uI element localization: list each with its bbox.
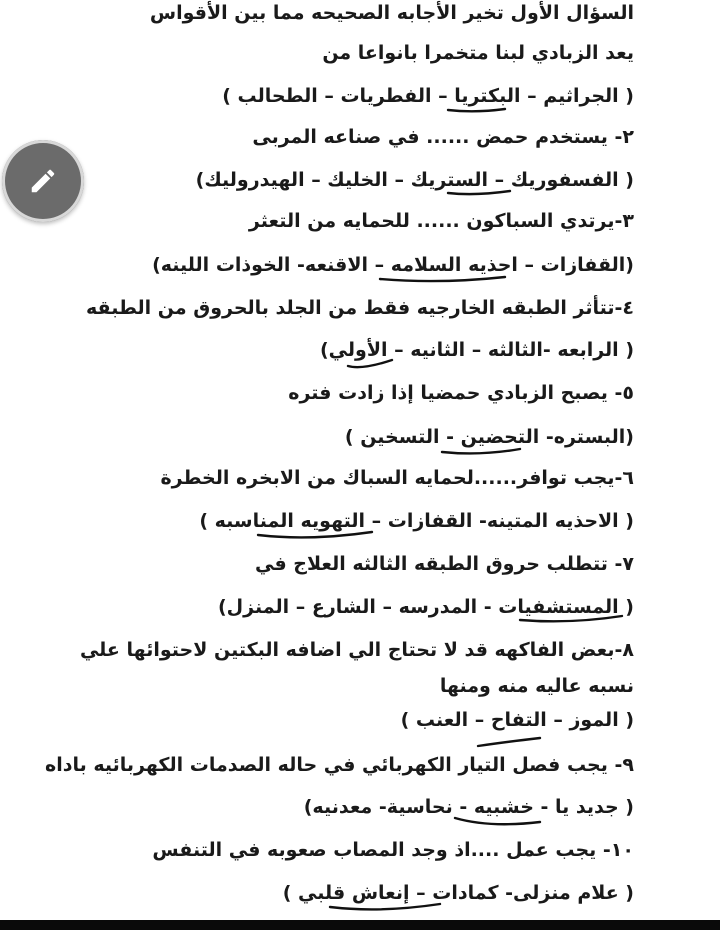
question-1-stem: يعد الزبادي لبنا متخمرا بانواعا من: [322, 42, 634, 64]
question-3-stem: ٣-يرتدي السباكون ...... للحمايه من التعثر: [248, 210, 634, 232]
question-9-stem: ٩- يجب فصل التيار الكهربائي في حاله الصدمات الكهربائيه باداه: [45, 754, 634, 776]
question-8-options: ( الموز – التفاح – العنب ): [400, 709, 634, 731]
question-3-options: (القفازات – احذيه السلامه – الاقنعه- الخوذات اللينه): [152, 254, 634, 276]
question-1-options: ( الجراثيم – البكتريا – الفطريات – الطحالب ): [222, 85, 634, 107]
question-6-options: ( الاحذيه المتينه- القفازات – التهويه المناسبه ): [199, 510, 634, 532]
question-8-stem: ٨-بعض الفاكهه قد لا تحتاج الي اضافه البكتين لاحتوائها علي نسبه عاليه منه ومنها: [79, 639, 634, 697]
edit-button[interactable]: [2, 140, 84, 222]
question-10-stem: ١٠- يجب عمل ....اذ وجد المصاب صعوبه في التنفس: [152, 839, 634, 861]
question-7-options: ( المستشفيات - المدرسه – الشارع – المنزل): [217, 596, 634, 618]
pencil-icon: [28, 166, 58, 196]
question-2-stem: ٢- يستخدم حمض ...... في صناعه المربى: [252, 126, 634, 148]
question-6-stem: ٦-يجب توافر......لحمايه السباك من الابخره الخطرة: [160, 467, 634, 489]
bottom-edge-bar: [0, 920, 720, 930]
question-7-stem: ٧- تتطلب حروق الطبقه الثالثه العلاج في: [255, 553, 634, 575]
question-10-options: ( علام منزلى- كمادات – إنعاش قلبي ): [282, 882, 634, 904]
question-5-options: (البستره- التحضين - التسخين ): [344, 426, 634, 448]
question-4-options: ( الرابعه -الثالثه – الثانيه – الأولي): [319, 339, 634, 361]
question-2-options: ( الفسفوريك – الستريك – الخليك – الهيدروليك): [195, 169, 634, 191]
question-9-options: ( جديد يا - خشبيه - نحاسية- معدنيه): [303, 796, 634, 818]
question-4-stem: ٤-تتأثر الطبقه الخارجيه فقط من الجلد بالحروق من الطبقه: [86, 297, 634, 319]
question-heading: السؤال الأول تخير الأجابه الصحيحه مما بين الأقواس: [149, 2, 634, 24]
question-5-stem: ٥- يصبح الزبادي حمضيا إذا زادت فتره: [288, 382, 634, 404]
